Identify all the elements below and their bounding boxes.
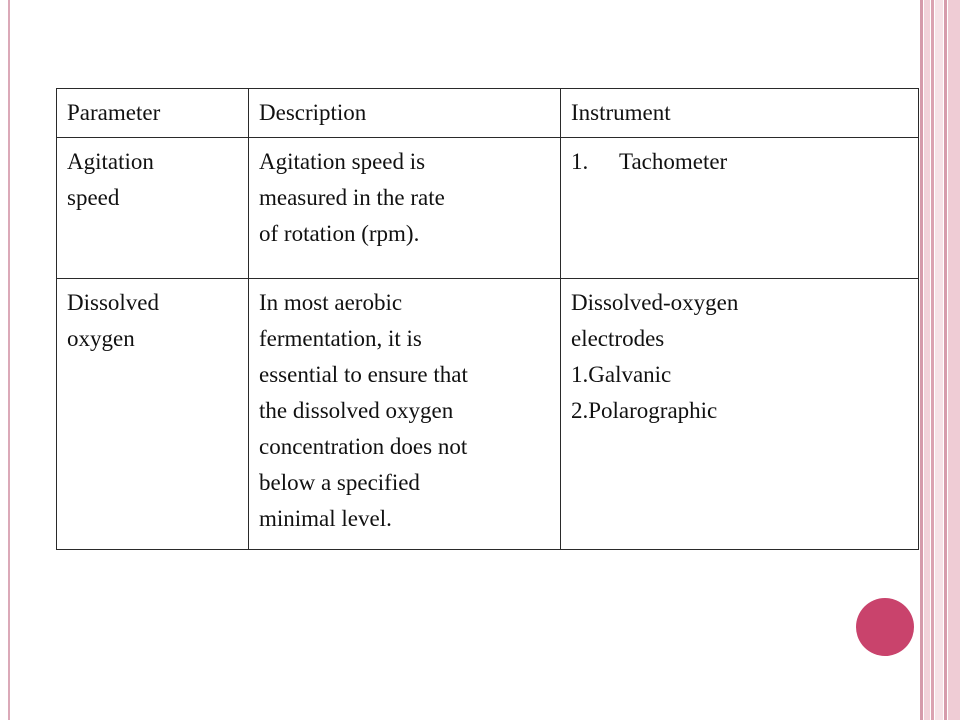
parameter-cell [57, 279, 249, 550]
header-cell-instrument: Instrument [561, 89, 919, 138]
cell-text-line: measured in the rate [259, 185, 445, 210]
right-stripe [920, 0, 923, 720]
parameter-table [56, 88, 919, 550]
cell-text-line: Agitation [67, 149, 154, 174]
description-cell [249, 138, 561, 279]
numbered-list-item [571, 144, 908, 180]
cell-text-line: Agitation speed is [259, 149, 426, 174]
cell-text-line: Dissolved-oxygen [571, 290, 739, 315]
cell-text-line: of rotation (rpm). [259, 221, 420, 246]
right-stripe [924, 0, 930, 720]
right-stripe [948, 0, 960, 720]
table-row [57, 138, 919, 279]
description-cell [249, 279, 561, 550]
parameter-cell [57, 138, 249, 279]
table-header-row [57, 89, 919, 138]
table-row [57, 279, 919, 550]
accent-circle-decoration [856, 598, 914, 656]
cell-text-line: concentration does not [259, 434, 468, 459]
cell-text-line: electrodes [571, 326, 665, 351]
list-number: 1. [571, 149, 589, 174]
cell-text-line: oxygen [67, 326, 135, 351]
right-stripe [931, 0, 934, 720]
instrument-cell [561, 138, 919, 279]
cell-text-line: minimal level. [259, 506, 392, 531]
cell-text-line: In most aerobic [259, 290, 403, 315]
cell-text-line: Dissolved [67, 290, 159, 315]
cell-text-line: speed [67, 185, 120, 210]
list-item-text: Tachometer [619, 149, 728, 174]
cell-text-line: essential to ensure that [259, 362, 468, 387]
left-frame-line [8, 0, 10, 720]
header-cell-description: Description [249, 89, 561, 138]
cell-text-line: 2.Polarographic [571, 398, 718, 423]
cell-text-line: fermentation, it is [259, 326, 422, 351]
right-stripe [935, 0, 943, 720]
cell-text-line: below a specified [259, 470, 420, 495]
cell-text-line: the dissolved oxygen [259, 398, 454, 423]
cell-text-line: 1.Galvanic [571, 362, 672, 387]
header-cell-parameter: Parameter [57, 89, 249, 138]
instrument-cell [561, 279, 919, 550]
right-stripe [944, 0, 947, 720]
